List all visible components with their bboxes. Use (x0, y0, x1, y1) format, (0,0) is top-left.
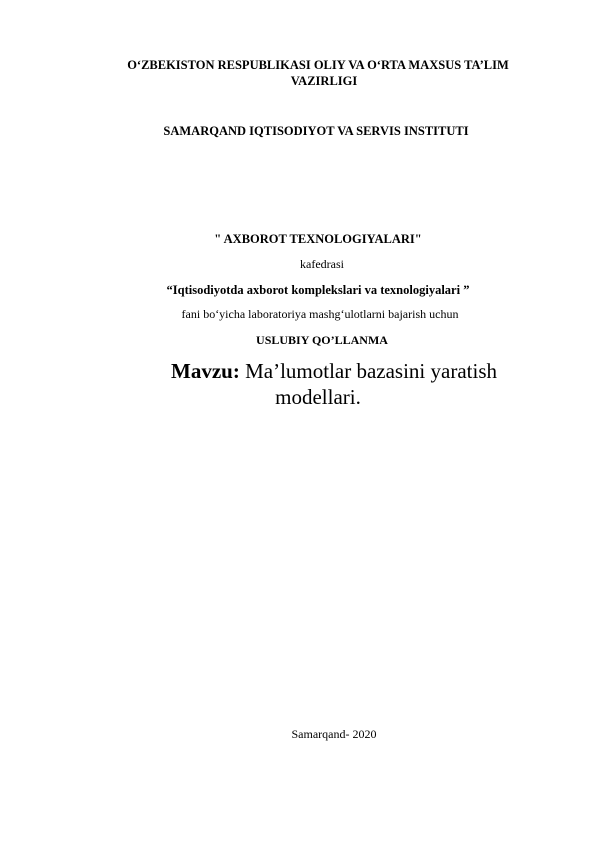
topic-text-line2: modellari. (275, 385, 361, 409)
topic-label: Mavzu: (171, 359, 240, 383)
topic-text-line1: Ma’lumotlar bazasini yaratish (239, 359, 497, 383)
ministry-title-line1: O‘ZBEKISTON RESPUBLIKASI OLIY VA O‘RTA MAXSUS TA’LIM (127, 58, 509, 72)
document-type: USLUBIY QO’LLANMA (256, 333, 388, 347)
footer-place-year: Samarqand- 2020 (291, 727, 377, 741)
department-name: " AXBOROT TEXNOLOGIYALARI" (214, 232, 422, 246)
subject-title: “Iqtisodiyotda axborot komplekslari va texnologiyalari ” (166, 283, 470, 297)
department-label: kafedrasi (300, 257, 344, 271)
institute-name: SAMARQAND IQTISODIYOT VA SERVIS INSTITUTI (163, 124, 469, 138)
subject-note: fani bo‘yicha laboratoriya mashg‘ulotlarni bajarish uchun (181, 307, 459, 321)
ministry-title-line2: VAZIRLIGI (290, 74, 358, 88)
topic-line1 (36, 359, 596, 383)
